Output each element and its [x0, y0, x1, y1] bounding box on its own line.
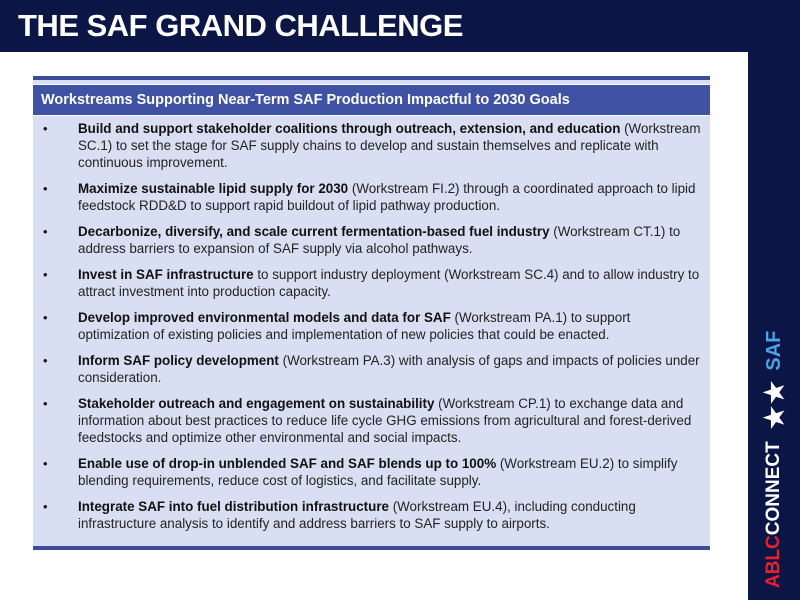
bullet-icon: • [43, 498, 48, 514]
list-item [33, 352, 710, 386]
bullet-icon: • [43, 352, 48, 368]
item-bold-text: Decarbonize, diversify, and scale current fermentation-based fuel industry [78, 224, 550, 240]
item-text: (Workstream EU.4), including conducting infrastructure analysis to identify and address barriers to SAF supply to airports. [78, 498, 636, 531]
item-text: (Workstream EU.2) to simplify blending requirements, reduce cost of logistics, and facilitate supply. [78, 455, 678, 488]
item-bold-text: Maximize sustainable lipid supply for 2030 [78, 181, 349, 197]
bullet-icon: • [43, 224, 48, 240]
bullet-icon: • [43, 266, 48, 282]
bullet-icon: • [43, 455, 48, 471]
bullet-icon: • [43, 395, 48, 411]
box-header: Workstreams Supporting Near-Term SAF Production Impactful to 2030 Goals [33, 84, 710, 116]
slide-title: THE SAF GRAND CHALLENGE [18, 8, 463, 43]
brand-saf-text: SAF [762, 330, 785, 371]
item-bold-text: Stakeholder outreach and engagement on sustainability [78, 395, 435, 411]
item-text: (Workstream CP.1) to exchange data and information about best practices to reduce life cycle GHG emissions from agricultural and forest-derived feedstocks and optimize other environmental and social impacts. [78, 395, 692, 446]
star-icon: ★★ [758, 378, 789, 430]
workstreams-box [33, 76, 710, 550]
list-item [33, 498, 710, 532]
item-text: (Workstream PA.1) to support optimization of existing policies and implementation of new policies that could be enacted. [78, 309, 631, 343]
item-bold-text: Inform SAF policy development [78, 352, 279, 368]
list-item [33, 395, 710, 447]
item-text: (Workstream SC.1) to set the stage for SAF supply chains to develop and sustain themselves and replicate with continuous improvement. [78, 121, 701, 171]
brand-logo [760, 278, 788, 588]
list-item [33, 223, 710, 257]
bullet-icon: • [43, 309, 48, 325]
item-bold-text: Invest in SAF infrastructure [78, 266, 254, 282]
brand-connect-text: CONNECT [763, 441, 784, 536]
list-item [33, 309, 710, 343]
item-text: (Workstream PA.3) with analysis of gaps and impacts of policies under consideration. [78, 352, 700, 385]
bullet-icon: • [43, 121, 48, 136]
list-item [33, 120, 710, 172]
item-text: to support industry deployment (Workstream SC.4) and to allow industry to attract investment into production capacity. [78, 266, 700, 300]
list-item [33, 266, 710, 300]
bullet-icon: • [43, 181, 48, 197]
item-text: (Workstream FI.2) through a coordinated approach to lipid feedstock RDD&D to support rapid buildout of lipid pathway production. [78, 181, 696, 214]
item-bold-text: Enable use of drop-in unblended SAF and SAF blends up to 100% [78, 455, 497, 471]
item-bold-text: Integrate SAF into fuel distribution infrastructure [78, 498, 389, 514]
list-item [33, 455, 710, 489]
list-item [33, 180, 710, 214]
item-text: (Workstream CT.1) to address barriers to expansion of SAF supply via alcohol pathways. [78, 224, 681, 257]
brand-ablc-text: ABLC [763, 535, 784, 588]
item-bold-text: Build and support stakeholder coalitions through outreach, extension, and education [78, 121, 621, 136]
item-bold-text: Develop improved environmental models and data for SAF [78, 309, 451, 325]
title-bar [0, 0, 800, 52]
workstream-list [33, 120, 710, 532]
